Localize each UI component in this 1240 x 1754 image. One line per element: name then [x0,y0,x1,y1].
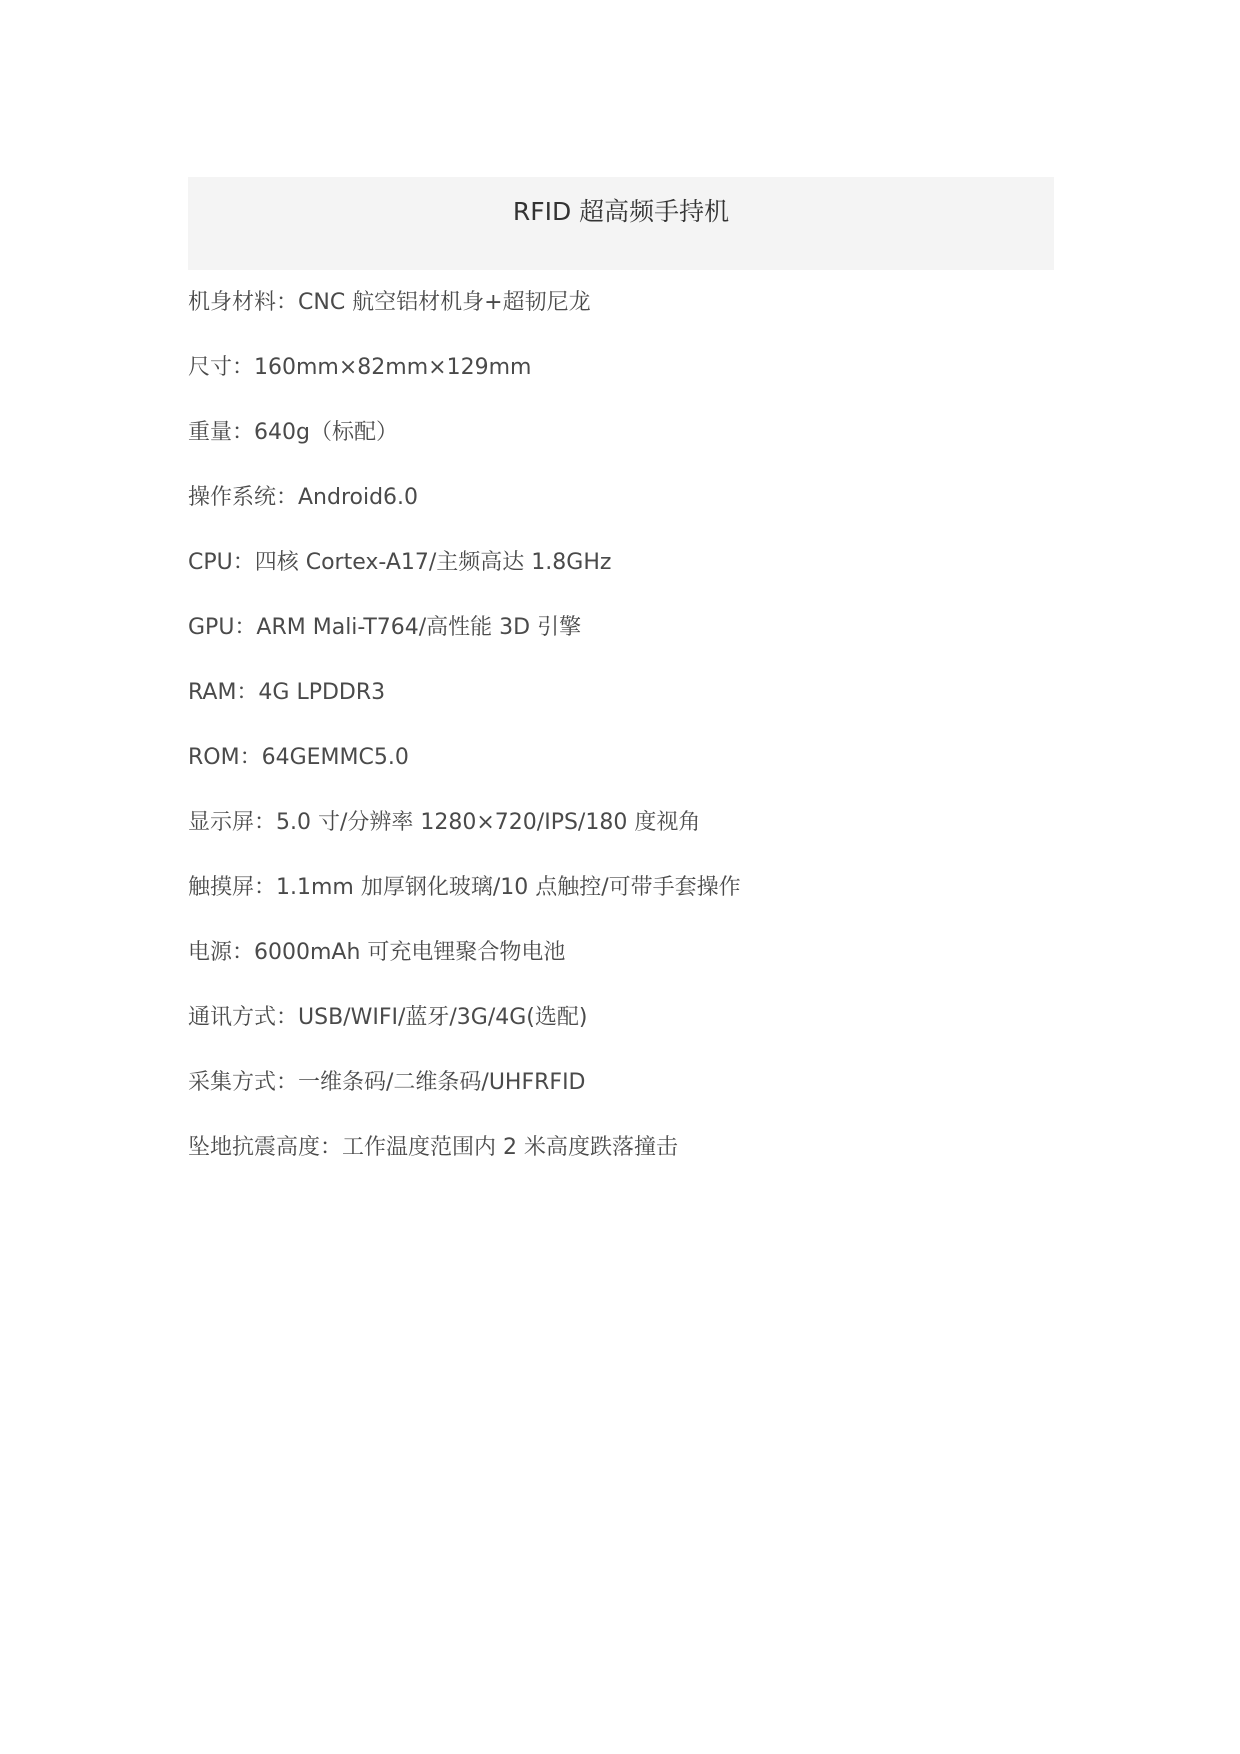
spec-touchscreen: 触摸屏：1.1mm 加厚钢化玻璃/10 点触控/可带手套操作 [188,875,741,900]
spec-display: 显示屏：5.0 寸/分辨率 1280×720/IPS/180 度视角 [188,810,701,835]
title-banner [188,177,1054,270]
spec-dimensions: 尺寸：160mm×82mm×129mm [188,355,532,380]
spec-operating-system: 操作系统：Android6.0 [188,485,419,510]
spec-power: 电源：6000mAh 可充电锂聚合物电池 [188,940,566,965]
spec-communication: 通讯方式：USB/WIFI/蓝牙/3G/4G(选配) [188,1005,588,1030]
spec-capture-method: 采集方式：一维条码/二维条码/UHFRFID [188,1070,586,1095]
spec-drop-resistance: 坠地抗震高度：工作温度范围内 2 米高度跌落撞击 [188,1135,678,1160]
spec-cpu: CPU：四核 Cortex-A17/主频高达 1.8GHz [188,550,612,575]
spec-weight: 重量：640g（标配） [188,420,398,445]
spec-ram: RAM：4G LPDDR3 [188,680,386,705]
spec-rom: ROM：64GEMMC5.0 [188,745,409,770]
spec-gpu: GPU：ARM Mali-T764/高性能 3D 引擎 [188,615,582,640]
document-title: RFID 超高频手持机 [512,197,730,226]
spec-body-material: 机身材料：CNC 航空铝材机身+超韧尼龙 [188,290,591,315]
spec-list [188,286,1054,1196]
